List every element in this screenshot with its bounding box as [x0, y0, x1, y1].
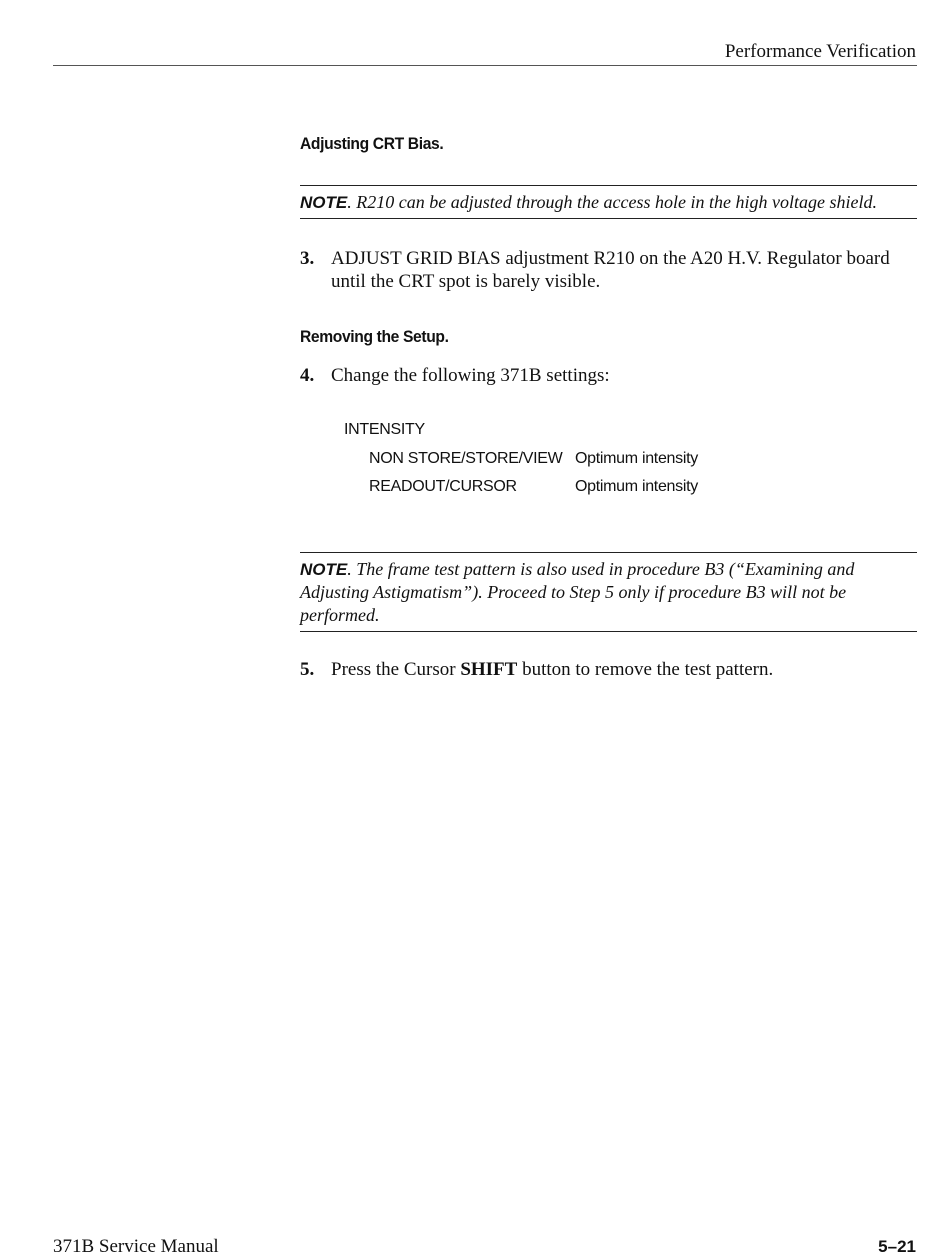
note-label: NOTE	[300, 193, 348, 212]
shift-button-label: SHIFT	[460, 659, 518, 680]
footer-manual-title: 371B Service Manual	[53, 1236, 219, 1257]
setting-value: Optimum intensity	[575, 450, 698, 467]
setting-name: NON STORE/STORE/VIEW	[369, 450, 563, 467]
note-r210-access	[300, 185, 917, 219]
step-number: 3.	[300, 248, 315, 269]
step-text-part: button to remove the test pattern.	[517, 659, 774, 680]
step-text-part: Press the Cursor	[331, 659, 461, 680]
step-3	[300, 247, 917, 293]
step-5	[300, 658, 917, 681]
note-frame-test-pattern	[300, 552, 917, 632]
step-text: ADJUST GRID BIAS adjustment R210 on the A20 H.V. Regulator board until the CRT spot is barely visible.	[331, 248, 890, 292]
footer-page-number: 5–21	[878, 1237, 916, 1256]
step-number: 4.	[300, 365, 315, 386]
note-text: . The frame test pattern is also used in procedure B3 (“Examining and Adjusting Astigmatism”). Proceed to Step 5 only if procedure B3 will not be performed.	[300, 559, 855, 625]
settings-group-label: INTENSITY	[344, 421, 425, 438]
setting-value: Optimum intensity	[575, 478, 698, 495]
header-rule	[53, 65, 917, 66]
note-label: NOTE	[300, 560, 348, 579]
heading-removing-setup: Removing the Setup.	[300, 327, 449, 346]
step-4	[300, 364, 917, 387]
note-text: . R210 can be adjusted through the access hole in the high voltage shield.	[347, 192, 877, 212]
step-text: Change the following 371B settings:	[331, 365, 610, 386]
setting-name: READOUT/CURSOR	[369, 478, 517, 495]
heading-adjusting-crt-bias: Adjusting CRT Bias.	[300, 134, 444, 153]
step-text	[331, 658, 917, 681]
step-number: 5.	[300, 659, 315, 680]
running-header-title: Performance Verification	[724, 41, 916, 62]
